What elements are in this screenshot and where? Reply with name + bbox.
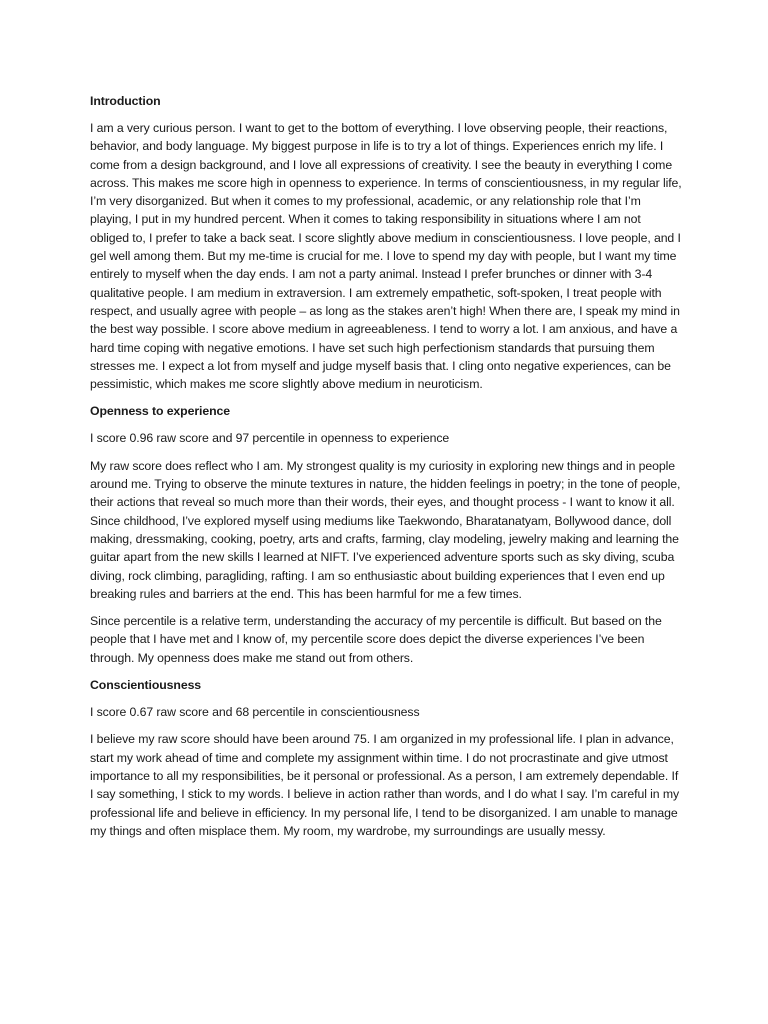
paragraph-introduction: I am a very curious person. I want to get to the bottom of everything. I love observing people, their reactions, behavior, and body language. My biggest purpose in life is to try a lot of things. Experiences enrich my life. I come from a design background, and I love all expressions of creativity. I see the beauty in everything I come across. This makes me score high in openness to experience. In terms of conscientiousness, in my regular life, I’m very disorganized. But when it comes to my professional, academic, or any relationship role that I’m playing, I put in my hundred percent. When it comes to taking responsibility in situations where I am not obliged to, I prefer to take a back seat. I score slightly above medium in conscientiousness. I love people, and I gel well among them. But my me-time is crucial for me. I love to spend my day with people, but I want my time entirely to myself when the day ends. I am not a party animal. Instead I prefer brunches or dinner with 3-4 qualitative people. I am medium in extraversion. I am extremely empathetic, soft-spoken, I treat people with respect, and usually agree with people – as long as the stakes aren’t high! When there are, I speak my mind in the best way possible. I score above medium in agreeableness. I tend to worry a lot. I am anxious, and have a hard time coping with negative emotions. I have set such high perfectionism standards that pursuing them stresses me. I expect a lot from myself and judge myself basis that. I cling onto negative experiences, can be pessimistic, which makes me score slightly above medium in neuroticism. bbox=[90, 121, 682, 392]
section-heading-introduction: Introduction bbox=[90, 94, 161, 108]
paragraph-openness-percentile: Since percentile is a relative term, understanding the accuracy of my percentile is difficult. But based on the people that I have met and I know of, my percentile score does depict the diverse experiences I’ve been through. My openness does make me stand out from others. bbox=[90, 614, 662, 665]
paragraph-conscientiousness-raw-score: I believe my raw score should have been around 75. I am organized in my professional life. I plan in advance, start my work ahead of time and complete my assignment within time. I do not procrastinate and give utmost importance to all my responsibilities, be it personal or professional. As a person, I am extremely dependable. If I say something, I stick to my words. I believe in action rather than words, and I do what I say. I’m careful in my professional life and believe in efficiency. In my personal life, I tend to be disorganized. I am unable to manage my things and often misplace them. My room, my wardrobe, my surroundings are usually messy. bbox=[90, 732, 680, 838]
section-heading-openness: Openness to experience bbox=[90, 404, 230, 419]
paragraph-conscientiousness-score: I score 0.67 raw score and 68 percentile in conscientiousness bbox=[90, 705, 420, 720]
document-page bbox=[90, 92, 682, 849]
paragraph-openness-raw-score: My raw score does reflect who I am. My strongest quality is my curiosity in exploring new things and in people around me. Trying to observe the minute textures in nature, the hidden feelings in poetry; in the tone of people, their actions that reveal so much more than their words, their eyes, and thought process - I want to know it all. Since childhood, I’ve explored myself using mediums like Taekwondo, Bharatanatyam, Bollywood dance, doll making, dressmaking, cooking, poetry, arts and crafts, farming, clay modeling, jewelry making and learning the guitar apart from the new skills I learned at NIFT. I’ve experienced adventure sports such as sky diving, scuba diving, rock climbing, paragliding, rafting. I am so enthusiastic about building experiences that I even end up breaking rules and barriers at the end. This has been harmful for me a few times. bbox=[90, 458, 681, 601]
section-heading-conscientiousness: Conscientiousness bbox=[90, 678, 202, 693]
paragraph-openness-score: I score 0.96 raw score and 97 percentile in openness to experience bbox=[90, 431, 450, 446]
